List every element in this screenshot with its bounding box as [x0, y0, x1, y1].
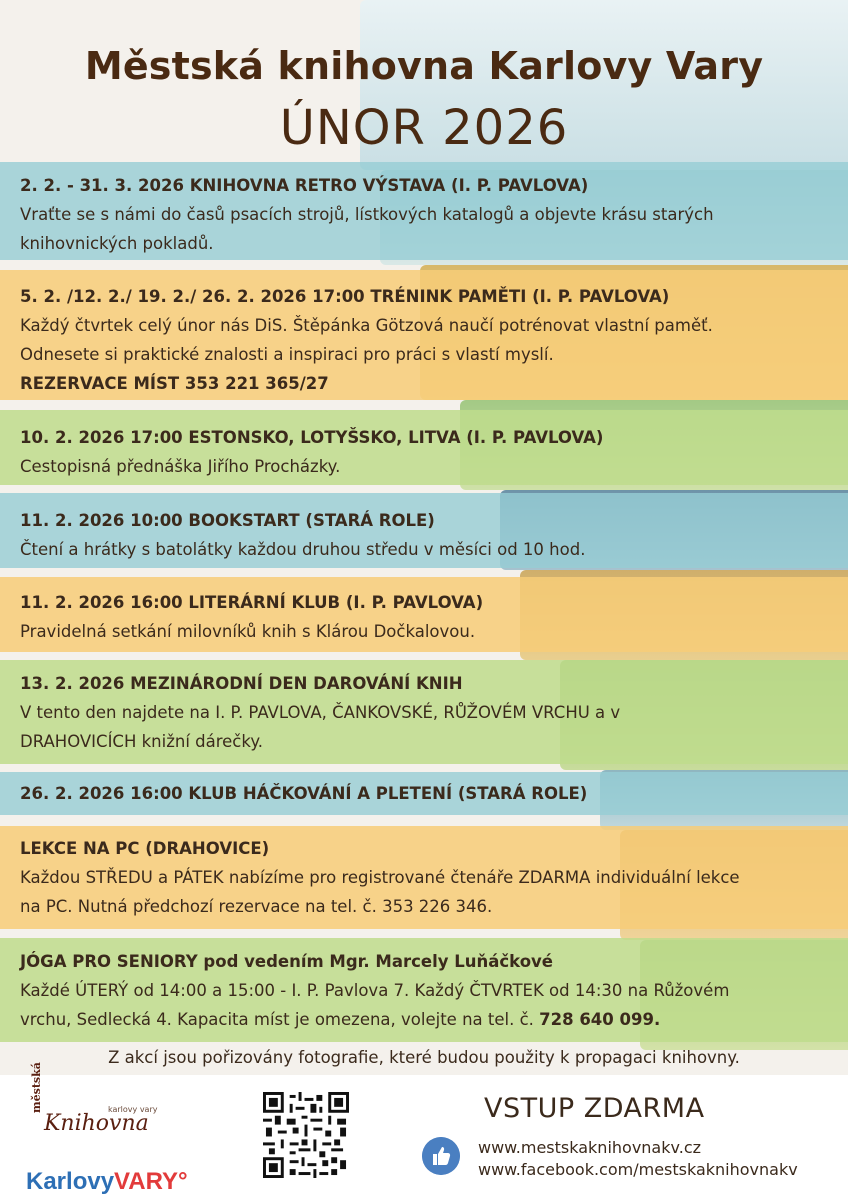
event-heading: 2. 2. - 31. 3. 2026 KNIHOVNA RETRO VÝSTAVA (I. P. PAVLOVA) — [20, 176, 589, 195]
event-hackovani — [0, 772, 848, 815]
logo-vary: VARY° — [114, 1168, 188, 1195]
event-retro-vystava — [0, 162, 848, 260]
event-heading: 11. 2. 2026 16:00 LITERÁRNÍ KLUB (I. P. PAVLOVA) — [20, 593, 484, 612]
event-bookstart — [0, 493, 848, 568]
footer — [0, 1062, 848, 1200]
event-reservation: REZERVACE MÍST 353 221 365/27 — [20, 374, 329, 393]
month-title: ÚNOR 2026 — [279, 100, 569, 156]
event-heading: LEKCE NA PC (DRAHOVICE) — [20, 839, 270, 858]
event-description: na PC. Nutná předchozí rezervace na tel. č. 353 226 346. — [20, 897, 493, 916]
header — [0, 0, 848, 160]
event-heading: 26. 2. 2026 16:00 KLUB HÁČKOVÁNÍ A PLETENÍ (STARÁ ROLE) — [20, 784, 588, 803]
contact-links — [478, 1137, 798, 1181]
event-heading: JÓGA PRO SENIORY pod vedením Mgr. Marcely Luňáčkové — [20, 952, 553, 971]
event-description: Každé ÚTERÝ od 14:00 a 15:00 - I. P. Pavlova 7. Každý ČTVRTEK od 14:30 na Růžovém — [20, 981, 730, 1000]
event-description-text: vrchu, Sedlecká 4. Kapacita míst je omezena, volejte na tel. č. — [20, 1010, 540, 1029]
event-heading: 13. 2. 2026 MEZINÁRODNÍ DEN DAROVÁNÍ KNIH — [20, 674, 463, 693]
facebook-link[interactable]: www.facebook.com/mestskaknihovnakv — [478, 1160, 798, 1179]
library-logo — [22, 1062, 222, 1195]
thumbs-up-icon[interactable] — [422, 1137, 460, 1175]
event-pobalti — [0, 410, 848, 485]
karlovy-vary-logo — [26, 1168, 188, 1196]
event-description: Každý čtvrtek celý únor nás DiS. Štěpánka Götzová naučí potrénovat vlastní paměť. — [20, 316, 713, 335]
event-description: Cestopisná přednáška Jiřího Procházky. — [20, 457, 341, 476]
event-lekce-pc — [0, 826, 848, 929]
event-description: Čtení a hrátky s batolátky každou druhou středu v měsíci od 10 hod. — [20, 540, 586, 559]
event-description: Pravidelná setkání milovníků knih s Klárou Dočkalovou. — [20, 622, 476, 641]
event-description: knihovnických pokladů. — [20, 234, 214, 253]
event-description: Odnesete si praktické znalosti a inspiraci pro práci s vlastí myslí. — [20, 345, 554, 364]
website-link[interactable]: www.mestskaknihovnakv.cz — [478, 1138, 702, 1157]
event-heading: 5. 2. /12. 2./ 19. 2./ 26. 2. 2026 17:00 TRÉNINK PAMĚTI (I. P. PAVLOVA) — [20, 287, 670, 306]
event-literarni-klub — [0, 577, 848, 652]
logo-karlovy: Karlovy — [26, 1168, 115, 1195]
logo-knihovna: Knihovna — [44, 1111, 149, 1136]
free-entry: VSTUP ZDARMA — [484, 1093, 705, 1124]
page-title: Městská knihovna Karlovy Vary — [84, 44, 764, 88]
photo-note: Z akcí jsou pořizovány fotografie, které budou použity k propagaci knihovny. — [108, 1048, 740, 1067]
logo-mestska: městská — [30, 1062, 43, 1113]
event-description: Každou STŘEDU a PÁTEK nabízíme pro registrované čtenáře ZDARMA individuální lekce — [20, 868, 740, 887]
event-description: Vraťte se s námi do časů psacích strojů, lístkových katalogů a objevte krásu starých — [20, 205, 714, 224]
event-heading: 10. 2. 2026 17:00 ESTONSKO, LOTYŠSKO, LITVA (I. P. PAVLOVA) — [20, 428, 604, 447]
event-description — [20, 1005, 828, 1034]
event-description: V tento den najdete na I. P. PAVLOVA, ČANKOVSKÉ, RŮŽOVÉM VRCHU a v — [20, 703, 621, 722]
event-description: DRAHOVICÍCH knižní dárečky. — [20, 732, 264, 751]
qr-code[interactable] — [263, 1092, 349, 1178]
event-phone: 728 640 099. — [539, 1010, 661, 1029]
event-joga — [0, 938, 848, 1042]
event-heading: 11. 2. 2026 10:00 BOOKSTART (STARÁ ROLE) — [20, 511, 435, 530]
logo-small-text: karlovy vary — [108, 1105, 158, 1114]
event-darovani-knih — [0, 660, 848, 764]
event-trenink-pameti — [0, 270, 848, 400]
